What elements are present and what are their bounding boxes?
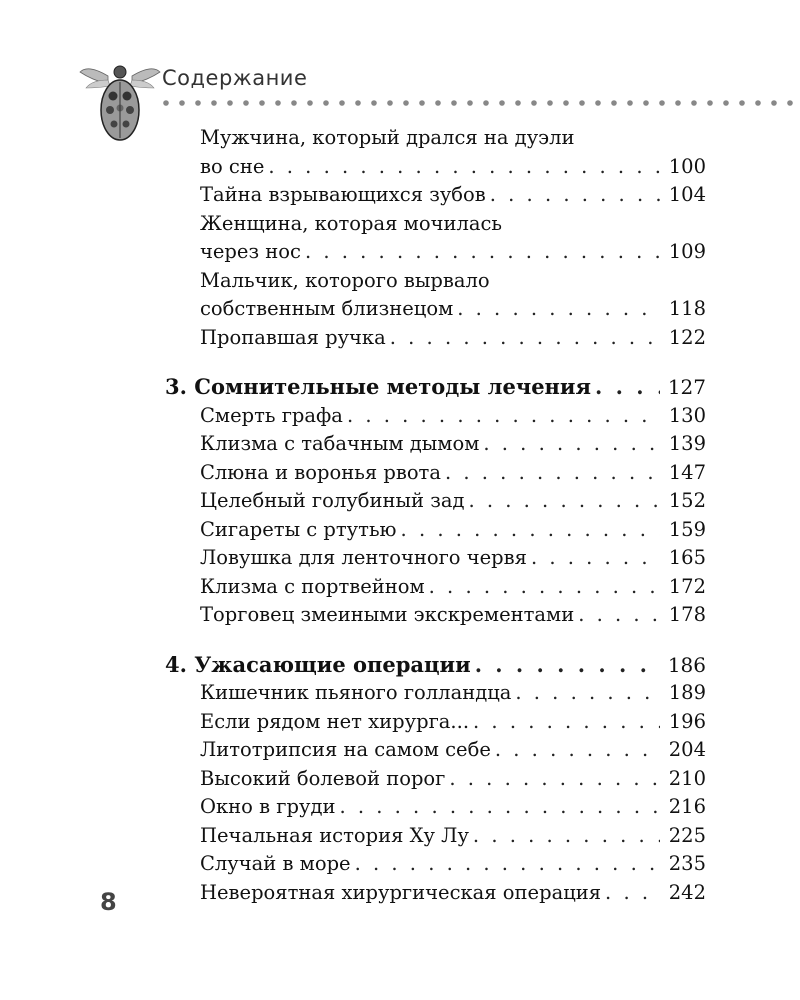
toc-entry <box>0 679 800 708</box>
toc-line <box>0 601 706 630</box>
page-header <box>0 0 800 140</box>
dot-leader <box>457 295 660 324</box>
dot-leader <box>401 516 660 545</box>
entry-title: Целебный голубиный зад <box>200 489 465 512</box>
page-ref: 178 <box>668 603 706 626</box>
page-ref: 139 <box>668 432 706 455</box>
page-ref: 225 <box>668 823 706 847</box>
toc-entry <box>0 487 800 516</box>
dot-leader <box>445 459 660 488</box>
toc-line <box>0 402 706 431</box>
toc-chapter <box>0 651 800 680</box>
entry-title: через нос <box>200 240 301 263</box>
entry-title: Тайна взрывающихся зубов <box>200 183 486 206</box>
entry-title: Клизма с табачным дымом <box>200 432 480 455</box>
page-ref: 122 <box>668 325 706 349</box>
toc-line <box>0 544 706 573</box>
page-ref: 242 <box>668 880 706 904</box>
dot-leader <box>473 822 660 851</box>
chapter-title: 3. Сомнительные методы лечения <box>165 374 592 399</box>
page-ref: 127 <box>667 375 706 399</box>
entry-title: Окно в груди <box>200 795 336 818</box>
dot-leader <box>449 765 660 794</box>
page-ref: 152 <box>668 489 706 512</box>
dot-leader <box>578 601 660 630</box>
entry-title: Литотрипсия на самом себе <box>200 738 491 761</box>
toc-entry <box>0 324 800 353</box>
toc-entry <box>0 708 800 737</box>
dot-leader <box>305 238 660 267</box>
entry-title: Смерть графа <box>200 403 343 427</box>
toc-entry <box>0 267 800 324</box>
toc-entry <box>0 210 800 267</box>
dot-leader <box>605 879 660 908</box>
table-of-contents <box>0 124 800 907</box>
entry-title: Если рядом нет хирурга... <box>200 709 470 733</box>
entry-title: Торговец змеиными экскрементами <box>200 603 575 626</box>
dotted-rule <box>162 99 800 107</box>
toc-line <box>0 822 706 851</box>
toc-entry <box>0 793 800 822</box>
toc-entry <box>0 573 800 602</box>
toc-line <box>0 295 706 324</box>
entry-title: Ловушка для ленточного червя <box>200 546 527 569</box>
page-ref: 104 <box>668 183 706 206</box>
page-ref: 165 <box>668 546 706 569</box>
toc-entry <box>0 601 800 630</box>
toc-line <box>0 850 706 879</box>
dot-leader <box>495 736 660 765</box>
dot-leader <box>595 373 660 402</box>
page-ref: 216 <box>668 795 706 818</box>
dot-leader <box>468 487 660 516</box>
toc-line <box>0 679 706 708</box>
entry-title: Кишечник пьяного голландца <box>200 681 512 704</box>
toc-entry <box>0 459 800 488</box>
page-ref: 109 <box>668 240 706 263</box>
dot-leader <box>490 181 660 210</box>
toc-entry <box>0 516 800 545</box>
page-ref: 172 <box>668 574 706 598</box>
page-ref: 186 <box>667 652 706 677</box>
toc-line <box>0 238 706 267</box>
entry-title: Мальчик, которого вырвало <box>200 268 490 292</box>
toc-line <box>0 516 706 545</box>
page-ref: 189 <box>668 681 706 704</box>
page-ref: 130 <box>668 403 706 427</box>
section-title: Содержание <box>162 66 308 90</box>
toc-entry <box>0 822 800 851</box>
page-ref: 147 <box>668 460 706 484</box>
dot-leader <box>268 153 660 182</box>
page-ref: 118 <box>668 297 706 320</box>
dot-leader <box>475 651 660 680</box>
dot-leader <box>515 679 660 708</box>
toc-line <box>0 765 706 794</box>
toc-entry <box>0 765 800 794</box>
entry-title: Мужчина, который дрался на дуэли <box>200 126 575 149</box>
toc-line <box>0 651 706 680</box>
toc-entry <box>0 736 800 765</box>
toc-line <box>0 736 706 765</box>
entry-title: Невероятная хирургическая операция <box>200 880 602 904</box>
toc-line <box>0 324 706 353</box>
toc-line <box>0 573 706 602</box>
page-number: 8 <box>100 888 117 916</box>
dot-leader <box>355 850 660 879</box>
toc-chapter <box>0 373 800 402</box>
dot-leader <box>390 324 660 353</box>
toc-line <box>0 124 706 153</box>
dot-leader <box>531 544 660 573</box>
entry-title: Сигареты с ртутью <box>200 517 397 541</box>
entry-title: Пропавшая ручка <box>200 325 386 349</box>
page-ref: 204 <box>668 738 706 761</box>
page-ref: 159 <box>668 517 706 541</box>
entry-title: Случай в море <box>200 852 351 875</box>
entry-title: Печальная история Ху Лу <box>200 823 469 847</box>
dot-leader <box>473 708 660 737</box>
toc-line <box>0 793 706 822</box>
dot-leader <box>347 402 660 431</box>
entry-title: Женщина, которая мочилась <box>200 211 503 235</box>
dot-leader <box>339 793 660 822</box>
toc-entry <box>0 544 800 573</box>
page-ref: 196 <box>668 709 706 733</box>
chapter-title: 4. Ужасающие операции <box>165 651 471 677</box>
toc-line <box>0 487 706 516</box>
dot-leader <box>483 430 660 459</box>
entry-title: Клизма с портвейном <box>200 574 425 598</box>
entry-title: Слюна и воронья рвота <box>200 460 441 484</box>
page-ref: 210 <box>668 766 706 790</box>
entry-title: собственным близнецом <box>200 297 454 320</box>
entry-title: Высокий болевой порог <box>200 766 446 790</box>
toc-entry <box>0 181 800 210</box>
toc-line <box>0 153 706 182</box>
toc-entry <box>0 850 800 879</box>
toc-line <box>0 430 706 459</box>
dot-leader <box>429 573 660 602</box>
toc-line <box>0 181 706 210</box>
toc-entry <box>0 124 800 181</box>
toc-line <box>0 373 706 402</box>
page-ref: 100 <box>668 154 706 178</box>
toc-entry <box>0 402 800 431</box>
toc-line <box>0 708 706 737</box>
toc-entry <box>0 430 800 459</box>
toc-line <box>0 267 706 296</box>
toc-line <box>0 459 706 488</box>
toc-line <box>0 210 706 239</box>
page-ref: 235 <box>668 852 706 875</box>
toc-entry <box>0 879 800 908</box>
entry-title: во сне <box>200 154 265 178</box>
